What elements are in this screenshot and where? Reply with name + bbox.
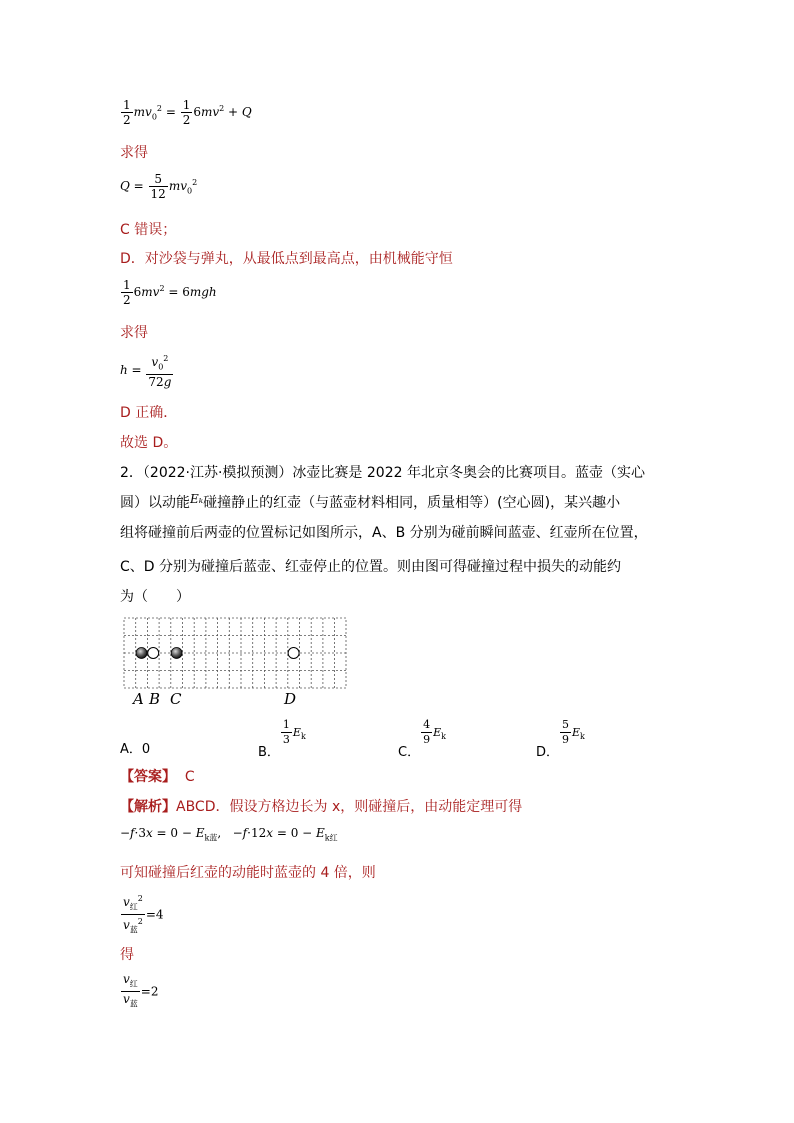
solution-text: 求得 [120,325,148,341]
answer-line [120,766,195,786]
choice-b: B． $\frac{1}{3}$ $E_k$ [258,718,306,760]
choice-d: D． $\frac{5}{9}$ $E_k$ [536,718,585,760]
question-line: C、D 分别为碰撞后蓝壶、红壶停止的位置。则由图可得碰撞过程中损失的动能约 [120,559,622,575]
analysis-line: 可知碰撞后红壶的动能时蓝壶的 4 倍，则 [120,865,376,881]
choice-c: C． $\frac{4}{9}$ $E_k$ [398,718,446,760]
label-d: D [284,690,297,708]
height-energy-equation: $\frac{1}{2}$ $6mv^2 = 6mgh$ [123,278,217,307]
question-line: 2．（2022·江苏·模拟预测）冰壶比赛是 2022 年北京冬奥会的比赛项目。蓝壶（实心 [120,465,645,481]
label-c: C [170,690,182,708]
question-line: 圆）以动能Eₖ碰撞静止的红壶（与蓝壶材料相同，质量相等）(空心圆)，某兴趣小 [120,492,621,511]
solution-text: D．对沙袋与弹丸，从最低点到最高点，由机械能守恒 [120,251,453,267]
curling-grid-figure [120,614,350,714]
label-b: B [149,690,161,708]
question-line: 组将碰撞前后两壶的位置标记如图所示，A、B 分别为碰前瞬间蓝壶、红壶所在位置， [120,525,648,541]
analysis-tag: 【解析】 [120,799,176,815]
stone-c [171,648,182,659]
analysis-line: 【解析】ABCD．假设方格边长为 x，则碰撞后，由动能定理可得 [120,799,523,815]
solution-text: 求得 [120,145,148,161]
solution-text: C 错误； [120,222,177,238]
solution-text: D 正确． [120,405,178,421]
stone-d [288,648,299,659]
question-line: 为（ ） [120,589,190,605]
stone-a [136,648,147,659]
answer-tag: 【答案】 [120,769,176,785]
velocity-sq-ratio: $\frac{v_红^2}{v_蓝^2}$ =4 [123,894,164,935]
answer-value: C [184,769,195,785]
stone-b [148,648,159,659]
solution-text: 故选 D。 [120,435,178,451]
choice-a: A．0 [120,742,151,757]
h-equation: h = $\frac{v_0^2}{72g}$ [120,354,172,390]
analysis-line: 得 [120,947,134,963]
q-equation: Q = $\frac{5}{12}$ $mv_0^2$ [120,172,198,201]
label-a: A [133,690,144,708]
work-equations: $-f\cdot 3x = 0 - E_{k蓝}$, $-f\cdot 12x = 0 - E_{k红}$ [120,826,338,843]
energy-equation: $\frac{1}{2}$ $mv_0^2$ = $\frac{1}{2}$ $6mv^2 + Q$ [123,98,252,127]
velocity-ratio: $\frac{v_红}{v_蓝}$ =2 [123,972,159,1009]
